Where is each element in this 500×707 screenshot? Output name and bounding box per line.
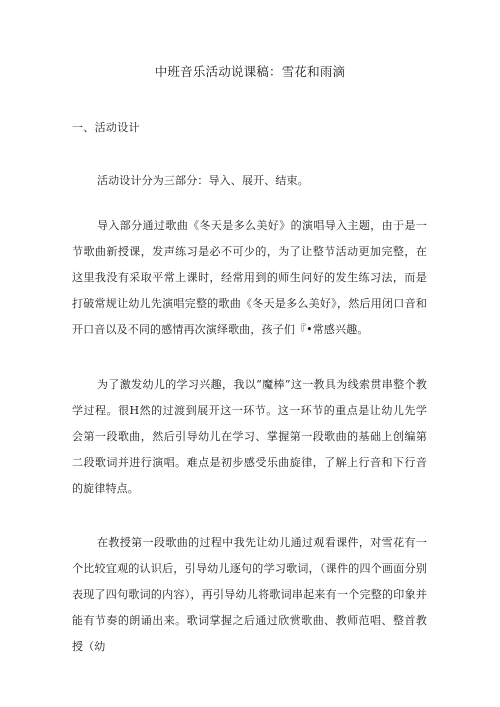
paragraph: 在教授第一段歌曲的过程中我先让幼儿通过观看课件，对雪花有一个比较宜观的认识后，引导幼儿逐句的学习歌词，（课件的四个画面分别表现了四句歌词的内容），再引导幼儿将歌词串起来有一个完整的印象并能有节奏的朗诵出来。歌词掌握之后通过欣赏歌曲、教师范唱、整首教授（幼 <box>72 536 427 653</box>
paragraph: 活动设计分为三部分：导入、展开、结束。 <box>97 174 309 187</box>
document-title: 中班音乐活动说课稿：雪花和雨滴 <box>154 64 346 79</box>
paragraph: 为了激发幼儿的学习兴趣，我以“魔棒”这一教具为线索贯串整个教学过程。很H然的过渡到展开这一环节。这一环节的重点是让幼儿先学会第一段歌曲，然后引导幼儿在学习、掌握第一段歌曲的基础上创编第二段歌词并进行演唱。难点是初步感受乐曲旋律，了解上行音和下行音的旋律特点。 <box>72 378 427 495</box>
section-heading: 一、活动设计 <box>72 121 140 134</box>
paragraph: 导入部分通过歌曲《冬天是多么美好》的演唱导入主题，由于是一节歌曲新授课，发声练习是必不可少的，为了让整节活动更加完整，在这里我没有采取平常上课时，经常用到的师生问好的发生练习法，而是打破常规让幼儿先演唱完整的歌曲《冬天是多么美好》，然后用闭口音和开口音以及不同的感情再次演绎歌曲，孩子们『•常感兴趣。 <box>72 219 427 336</box>
